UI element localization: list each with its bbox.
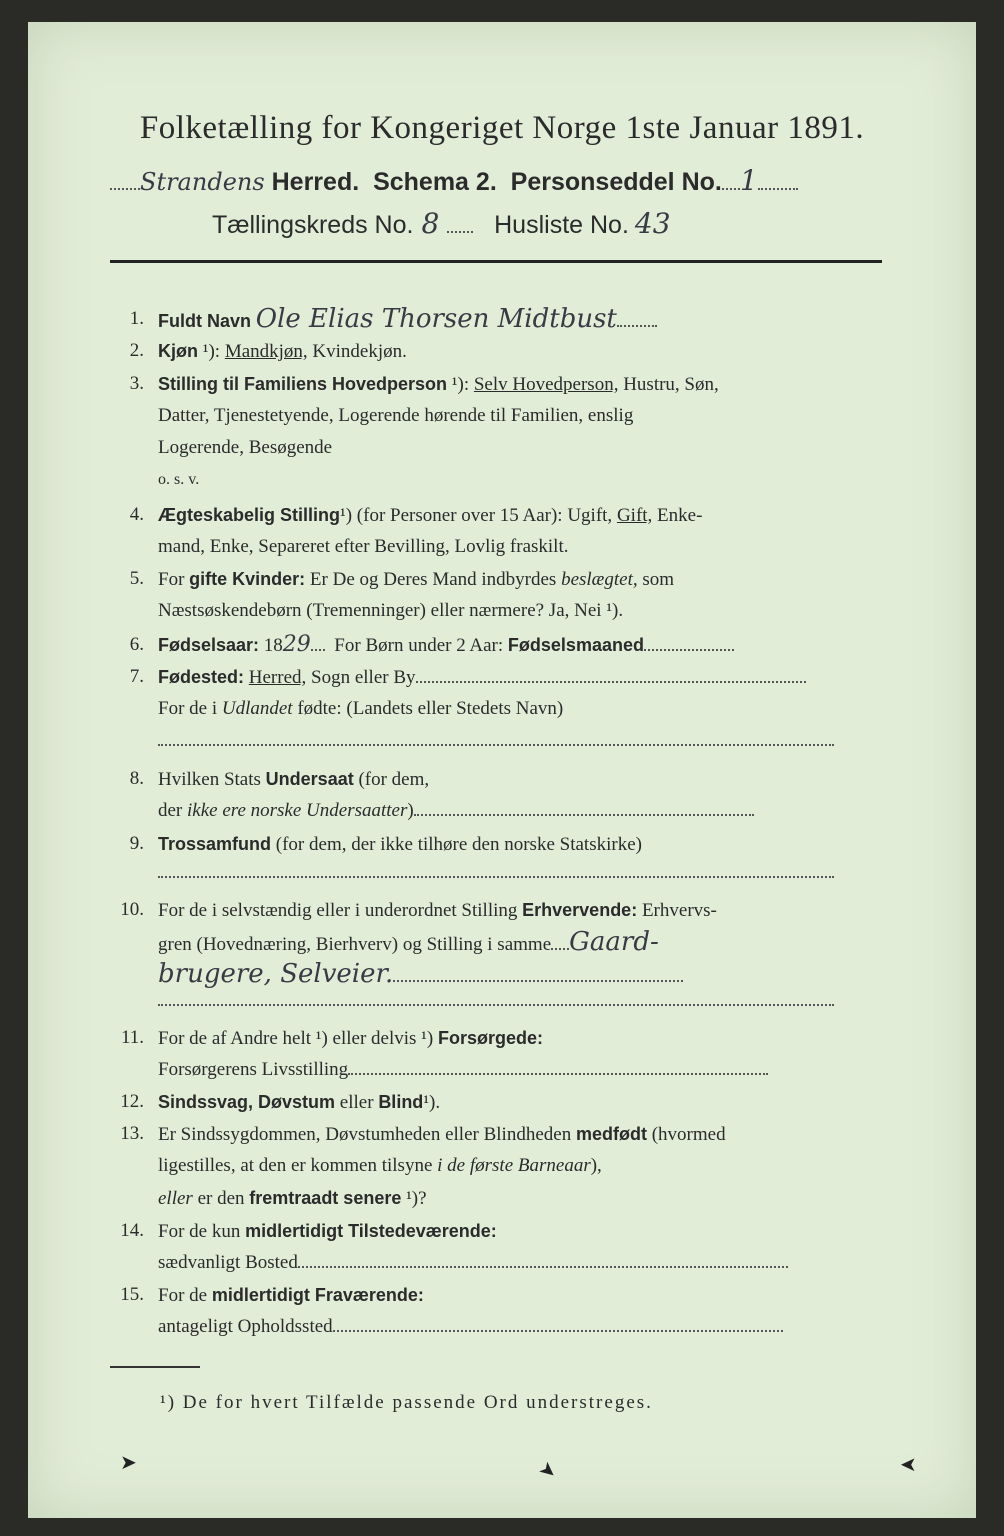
taellingskreds-label: Tællingskreds No.: [212, 211, 414, 239]
item-number: 11.: [120, 1027, 144, 1048]
q6-prefix: 18: [263, 635, 283, 656]
herred-value: Strandens: [140, 168, 265, 196]
q4-label: Ægteskabelig Stilling: [158, 505, 341, 525]
q2-sup: ¹):: [202, 341, 221, 362]
q7-option-selected: Herred,: [248, 667, 307, 688]
q5-label: gifte Kvinder:: [189, 569, 306, 589]
q5-italic: beslægtet,: [561, 569, 638, 590]
q9-text: (for dem, der ikke tilhøre den norske Statskirke): [275, 834, 642, 855]
q15-line-2: antageligt Opholdssted: [158, 1316, 333, 1337]
q3-line-2: Datter, Tjenestetyende, Logerende hørende til Familien, enslig: [158, 405, 634, 426]
q9-label: Trossamfund: [158, 834, 272, 854]
q7-italic: Udlandet: [221, 698, 293, 719]
q6-value: 29: [282, 632, 311, 657]
q13-label: medfødt: [575, 1124, 647, 1144]
q13-line-3b: ¹)?: [406, 1188, 427, 1209]
q5-text-3: som: [642, 569, 675, 590]
item-number: 4.: [129, 504, 144, 525]
herred-line: [110, 164, 798, 197]
q14-line-2: sædvanligt Bosted: [158, 1252, 298, 1273]
q5-text-2: Er De og Deres Mand indbyrdes: [309, 569, 557, 590]
q6-text: For Børn under 2 Aar:: [334, 635, 504, 656]
q2-option: Kvindekjøn.: [312, 341, 407, 362]
q10-line-2: gren (Hovednæring, Bierhverv) og Stilling i samme: [158, 934, 552, 955]
q3-options: Hustru, Søn,: [623, 374, 719, 395]
husliste-label: Husliste No.: [494, 211, 629, 239]
q13-italic: i de første Barneaar: [437, 1155, 591, 1176]
q13-text-2: (hvormed: [651, 1124, 726, 1145]
q11-line-2: Forsørgerens Livsstilling: [158, 1059, 349, 1080]
q2-option-selected: Mandkjøn,: [224, 341, 308, 362]
q3-option-selected: Selv Hovedperson,: [473, 374, 619, 395]
q13-text: Er Sindssygdommen, Døvstumheden eller Blindheden: [158, 1124, 572, 1145]
ink-mark-left: ➤: [120, 1450, 137, 1474]
q15-label: midlertidigt Fraværende:: [211, 1285, 424, 1305]
q14-text: For de kun: [158, 1221, 241, 1242]
q7-line-2b: fødte: (Landets eller Stedets Navn): [297, 698, 564, 719]
q4-option-selected: Gift,: [616, 505, 653, 526]
q12-label: Sindssvag, Døvstum: [158, 1092, 336, 1112]
q6-label: Fødselsaar:: [158, 635, 260, 655]
taellingskreds-line: [212, 207, 671, 240]
q11-label: Forsørgede:: [437, 1028, 543, 1048]
q10-text-2: Erhvervs-: [641, 900, 717, 921]
ink-mark-center: ➤: [534, 1455, 563, 1485]
ink-mark-right: ➤: [900, 1452, 917, 1476]
q5-text: For: [158, 569, 185, 590]
q5-line-2: Næstsøskendebørn (Tremenninger) eller nærmere? Ja, Nei ¹).: [158, 600, 624, 621]
item-number: 13.: [120, 1123, 144, 1144]
herred-label: Herred.: [271, 168, 360, 196]
q8-label: Undersaat: [265, 769, 354, 789]
q6-label-2: Fødselsmaaned: [507, 635, 644, 655]
item-number: 12.: [120, 1091, 144, 1112]
q13-line-3-italic: eller: [158, 1188, 193, 1209]
q8-italic: ikke ere norske Undersaatter: [187, 800, 408, 821]
item-number: 6.: [129, 634, 144, 655]
q13-line-2b: ),: [590, 1155, 602, 1176]
q2-label: Kjøn: [158, 341, 198, 361]
q4-text-2: Enke-: [657, 505, 703, 526]
q3-label: Stilling til Familiens Hovedperson: [158, 374, 448, 394]
q13-line-2: ligestilles, at den er kommen tilsyne: [158, 1155, 433, 1176]
form-title: Folketælling for Kongeriget Norge 1ste Januar 1891.: [139, 110, 865, 146]
footnote-divider: [110, 1366, 200, 1368]
q3-line-3: Logerende, Besøgende: [158, 437, 333, 458]
q1-label: Fuldt Navn: [158, 311, 251, 331]
item-number: 8.: [129, 768, 144, 789]
item-number: 2.: [129, 340, 144, 361]
q4-text: ¹) (for Personer over 15 Aar): Ugift,: [340, 505, 613, 526]
q7-options: Sogn eller By: [311, 667, 416, 688]
q12-text-2: ¹).: [423, 1092, 441, 1113]
item-number: 5.: [129, 568, 144, 589]
q13-line-3-bold: fremtraadt senere: [249, 1188, 402, 1208]
q8-text: Hvilken Stats: [158, 769, 261, 790]
husliste-value: 43: [634, 207, 671, 240]
q4-line-2: mand, Enke, Separeret efter Bevilling, Lovlig fraskilt.: [158, 536, 569, 557]
q14-label: midlertidigt Tilstedeværende:: [245, 1221, 497, 1241]
q12-label-2: Blind: [378, 1092, 424, 1112]
q10-text: For de i selvstændig eller i underordnet Stilling: [158, 900, 518, 921]
q1-value: Ole Elias Thorsen Midtbust: [255, 304, 617, 334]
q8-text-2: (for dem,: [358, 769, 430, 790]
q8-line-2b: ): [407, 800, 414, 821]
q11-text: For de af Andre helt ¹) eller delvis ¹): [158, 1028, 434, 1049]
q8-line-2: der: [158, 800, 183, 821]
taellingskreds-value: 8: [421, 207, 440, 240]
header-divider: [110, 260, 882, 263]
q10-value-1: Gaard-: [569, 927, 659, 957]
item-number: 9.: [129, 833, 144, 854]
q7-line-2: For de i: [158, 698, 218, 719]
q10-label: Erhvervende:: [522, 900, 638, 920]
item-number: 10.: [120, 899, 144, 920]
item-number: 15.: [120, 1284, 144, 1305]
q12-text: eller: [339, 1092, 374, 1113]
q3-line-4: o. s. v.: [158, 471, 200, 488]
item-number: 3.: [129, 373, 144, 394]
q15-text: For de: [158, 1285, 208, 1306]
schema-label: Schema 2.: [373, 168, 497, 196]
item-number: 1.: [129, 308, 144, 329]
footnote: ¹) De for hvert Tilfælde passende Ord understreges.: [160, 1392, 653, 1413]
item-number: 7.: [129, 666, 144, 687]
item-number: 14.: [120, 1220, 144, 1241]
personseddel-label: Personseddel No.: [510, 168, 722, 196]
q10-value-2: brugere, Selveier.: [158, 959, 394, 989]
q3-sup: ¹):: [451, 374, 470, 395]
q7-label: Fødested:: [158, 667, 245, 687]
personseddel-value: 1: [739, 164, 758, 197]
q13-line-3: er den: [197, 1188, 245, 1209]
